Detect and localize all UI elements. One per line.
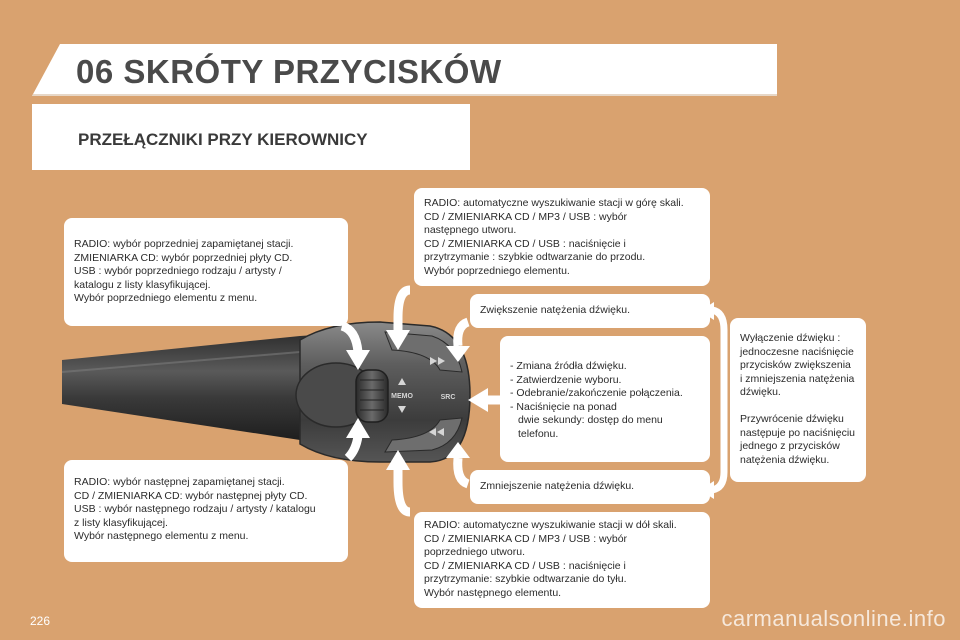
text-line: Wybór poprzedniego elementu. (424, 264, 570, 277)
text-line: ZMIENIARKA CD: wybór poprzedniej płyty CD. (74, 251, 293, 264)
text-line: i zmniejszenia natężenia (740, 372, 855, 385)
box-src (500, 336, 710, 462)
thumbwheel (356, 370, 388, 422)
text-line: CD / ZMIENIARKA CD / MP3 / USB : wybór (424, 210, 628, 223)
text-line: Przywrócenie dźwięku (740, 412, 844, 425)
stalk-shaft (62, 334, 330, 440)
text-line: dwie sekundy: dostęp do menu (518, 414, 663, 427)
text-line: katalogu z listy klasyfikującej. (74, 278, 211, 291)
text-line: jednoczesne naciśnięcie (740, 345, 854, 358)
page-title: 06 SKRÓTY PRZYCISKÓW (76, 53, 502, 90)
text-line: RADIO: automatyczne wyszukiwanie stacji w dół skali. (424, 519, 677, 531)
text-line: CD / ZMIENIARKA CD / USB : naciśnięcie i (424, 237, 626, 250)
text-line: CD / ZMIENIARKA CD / USB : naciśnięcie i (424, 559, 626, 572)
text-line: natężenia dźwięku. (740, 453, 830, 466)
text-line: dźwięku. (740, 386, 781, 399)
text-line: Wybór następnego elementu z menu. (74, 530, 249, 543)
arrow-volume-down (458, 458, 468, 484)
text-line: Wybór poprzedniego elementu z menu. (74, 292, 258, 305)
text-line: z listy klasyfikującej. (74, 516, 168, 529)
box-previous-track (414, 512, 710, 608)
src-label: SRC (440, 394, 456, 401)
text-line: Wybór następnego elementu. (424, 586, 562, 599)
text-line: telefonu. (518, 427, 559, 440)
text-line: CD / ZMIENIARKA CD / MP3 / USB : wybór (424, 532, 628, 545)
text-line: - Zatwierdzenie wyboru. (510, 373, 622, 386)
text-line: RADIO: automatyczne wyszukiwanie stacji w górę skali. (424, 197, 684, 209)
text-line: następnego utworu. (424, 224, 517, 237)
text-line: - Odebranie/zakończenie połączenia. (510, 387, 683, 400)
text-line: - Naciśnięcie na ponad (510, 400, 617, 413)
memo-label: MEMO (391, 393, 413, 400)
watermark: carmanualsonline.info (721, 606, 946, 631)
box-volume-up (470, 294, 710, 328)
text-line: Wyłączenie dźwięku : (740, 332, 841, 344)
text-line: USB : wybór poprzedniego rodzaju / artysty / (74, 265, 282, 278)
section-subtitle: PRZEŁĄCZNIKI PRZY KIEROWNICY (78, 130, 368, 149)
text-line: jednego z przycisków (740, 440, 840, 453)
arrow-volume-up (458, 322, 468, 346)
box-thumbwheel-up (64, 218, 348, 326)
text-line: Zmniejszenie natężenia dźwięku. (480, 480, 635, 492)
text-line: RADIO: wybór poprzedniej zapamiętanej stacji. (74, 238, 294, 250)
box-volume-down (470, 470, 710, 504)
text-line: przytrzymanie: szybkie odtwarzanie do tyłu. (424, 573, 627, 586)
page-number: 226 (30, 614, 51, 628)
arrow-mute-bracket (712, 310, 724, 490)
text-line: poprzedniego utworu. (424, 546, 525, 559)
box-mute (730, 318, 866, 482)
arrow-previous-track (398, 470, 410, 512)
box-next-track (414, 188, 710, 286)
text-line: - Zmiana źródła dźwięku. (510, 360, 627, 372)
text-line: przytrzymanie : szybkie odtwarzanie do przodu. (424, 251, 646, 264)
text-line: przycisków zwiększenia (740, 359, 851, 372)
box-thumbwheel-down (64, 460, 348, 562)
text-line: CD / ZMIENIARKA CD: wybór następnej płyty CD. (74, 489, 308, 502)
text-line: RADIO: wybór następnej zapamiętanej stacji. (74, 476, 285, 488)
text-line: następuje po naciśnięciu (740, 426, 855, 439)
text-line: Zwiększenie natężenia dźwięku. (480, 304, 630, 316)
text-line: USB : wybór następnego rodzaju / artysty / katalogu (74, 503, 316, 516)
